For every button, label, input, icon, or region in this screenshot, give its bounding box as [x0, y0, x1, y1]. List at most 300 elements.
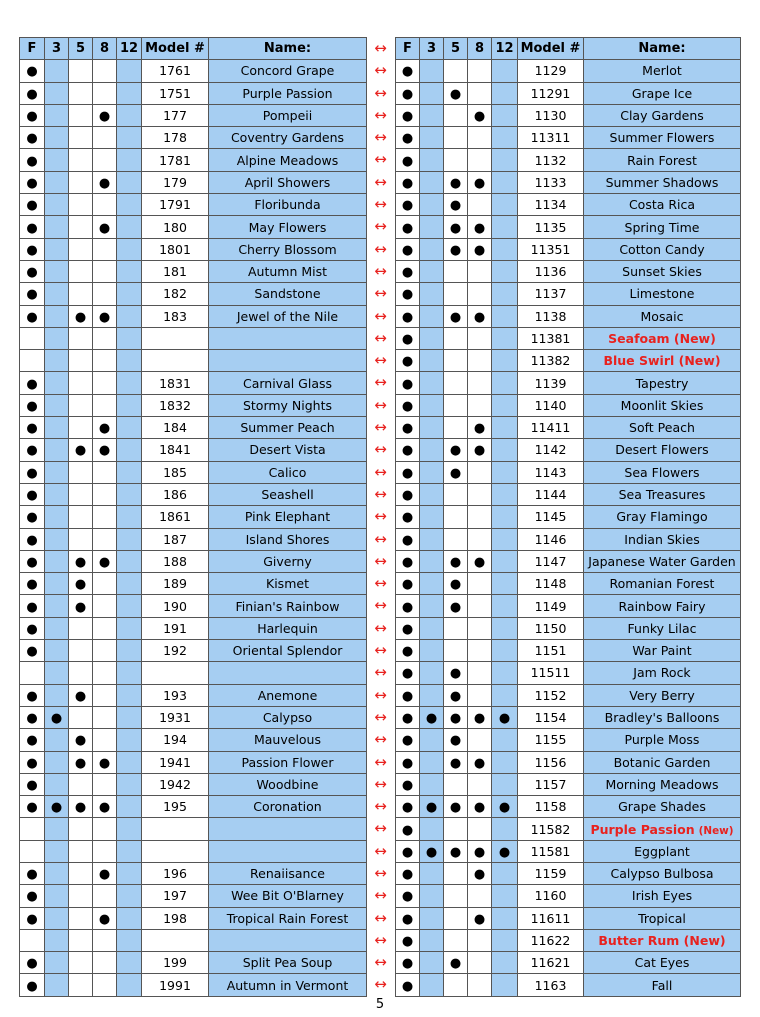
size-cell: [69, 729, 93, 751]
model-number: 1130: [518, 104, 584, 126]
size-cell: [20, 773, 45, 795]
double-arrow-icon: ↔: [374, 908, 387, 927]
size-cell: [93, 82, 117, 104]
table-row: [20, 550, 367, 572]
right-header-col-3: 3: [420, 38, 444, 60]
model-name: Morning Meadows: [584, 773, 741, 795]
table-row: [396, 260, 741, 282]
size-cell: [468, 595, 492, 617]
dot-icon: ●: [74, 554, 87, 570]
size-cell: [396, 840, 420, 862]
size-cell: [444, 840, 468, 862]
size-cell: [396, 350, 420, 372]
dot-icon: ●: [473, 175, 486, 191]
dot-icon: ●: [26, 510, 38, 526]
size-cell: [396, 171, 420, 193]
size-cell: [45, 238, 69, 260]
table-row: [20, 327, 367, 349]
double-arrow-icon: ↔: [374, 328, 387, 347]
size-cell: [444, 818, 468, 840]
size-cell: [45, 327, 69, 349]
table-row: [396, 417, 741, 439]
model-number: 1155: [518, 729, 584, 751]
size-cell: [444, 149, 468, 171]
model-name: Japanese Water Garden: [584, 550, 741, 572]
table-row: [396, 818, 741, 840]
dot-icon: ●: [449, 956, 462, 972]
table-row: [396, 952, 741, 974]
size-cell: [45, 194, 69, 216]
table-row: [20, 417, 367, 439]
model-name: April Showers: [209, 171, 367, 193]
dot-icon: ●: [401, 867, 414, 883]
size-cell: [420, 773, 444, 795]
model-number: [142, 840, 209, 862]
size-cell: [45, 617, 69, 639]
table-row: [396, 483, 741, 505]
table-row: [20, 149, 367, 171]
size-cell: [468, 506, 492, 528]
model-name: Costa Rica: [584, 194, 741, 216]
size-cell: [20, 617, 45, 639]
table-row: [396, 573, 741, 595]
model-name: Cherry Blossom: [209, 238, 367, 260]
model-name: Anemone: [209, 684, 367, 706]
dot-icon: ●: [473, 242, 486, 258]
dot-icon: ●: [401, 443, 414, 459]
double-arrow-icon: ↔: [374, 707, 387, 726]
model-name: Seashell: [209, 483, 367, 505]
model-number: [142, 818, 209, 840]
size-cell: [444, 327, 468, 349]
size-cell: [396, 573, 420, 595]
size-cell: [492, 104, 518, 126]
size-cell: [45, 283, 69, 305]
size-cell: [117, 907, 142, 929]
dot-icon: ●: [26, 889, 38, 905]
model-name: May Flowers: [209, 216, 367, 238]
size-cell: [69, 327, 93, 349]
table-row: [396, 104, 741, 126]
size-cell: [420, 840, 444, 862]
size-cell: [396, 417, 420, 439]
model-name: Limestone: [584, 283, 741, 305]
dot-icon: ●: [401, 488, 414, 504]
double-arrow-icon: ↔: [374, 128, 387, 147]
table-row: [396, 149, 741, 171]
size-cell: [492, 417, 518, 439]
table-row: [396, 550, 741, 572]
model-name: Clay Gardens: [584, 104, 741, 126]
size-cell: [396, 372, 420, 394]
model-name: Tropical Rain Forest: [209, 907, 367, 929]
dot-icon: ●: [26, 443, 38, 459]
size-cell: [468, 350, 492, 372]
dot-icon: ●: [26, 644, 38, 660]
model-name: Grape Ice: [584, 82, 741, 104]
model-number: 1145: [518, 506, 584, 528]
size-cell: [20, 82, 45, 104]
model-number: 194: [142, 729, 209, 751]
size-cell: [444, 640, 468, 662]
size-cell: [69, 640, 93, 662]
size-cell: [69, 127, 93, 149]
model-name: Tapestry: [584, 372, 741, 394]
size-cell: [420, 461, 444, 483]
double-arrow-icon: ↔: [374, 105, 387, 124]
size-cell: [396, 818, 420, 840]
size-cell: [117, 82, 142, 104]
left-header-name: Name:: [209, 38, 367, 60]
size-cell: [396, 907, 420, 929]
size-cell: [20, 818, 45, 840]
model-name: [209, 662, 367, 684]
size-cell: [45, 818, 69, 840]
dot-icon: ●: [26, 733, 38, 749]
table-row: [20, 840, 367, 862]
size-cell: [396, 194, 420, 216]
table-row: [20, 617, 367, 639]
size-cell: [93, 483, 117, 505]
dot-icon: ●: [401, 844, 414, 860]
size-cell: [444, 260, 468, 282]
double-arrow-icon: ↔: [374, 819, 387, 838]
model-number: 1831: [142, 372, 209, 394]
dot-icon: ●: [26, 421, 38, 437]
size-cell: [420, 907, 444, 929]
size-cell: [69, 528, 93, 550]
model-name: [209, 350, 367, 372]
double-arrow-icon: ↔: [374, 395, 387, 414]
model-name: Coronation: [209, 796, 367, 818]
dot-icon: ●: [26, 198, 38, 214]
size-cell: [45, 729, 69, 751]
size-cell: [20, 327, 45, 349]
dot-icon: ●: [401, 644, 414, 660]
model-name: Pink Elephant: [209, 506, 367, 528]
model-name: Jam Rock: [584, 662, 741, 684]
model-name: Tropical: [584, 907, 741, 929]
double-arrow-icon: ↔: [374, 195, 387, 214]
size-cell: [45, 394, 69, 416]
size-cell: [396, 506, 420, 528]
left-header-model: Model #: [142, 38, 209, 60]
double-arrow-icon: ↔: [374, 83, 387, 102]
double-arrow-icon: ↔: [374, 39, 387, 57]
size-cell: [20, 528, 45, 550]
size-cell: [20, 394, 45, 416]
size-cell: [420, 439, 444, 461]
dot-icon: ●: [425, 711, 438, 727]
size-cell: [420, 550, 444, 572]
model-number: 184: [142, 417, 209, 439]
model-number: 1751: [142, 82, 209, 104]
size-cell: [396, 127, 420, 149]
model-number: 11511: [518, 662, 584, 684]
model-name: Wee Bit O'Blarney: [209, 885, 367, 907]
table-row: [20, 796, 367, 818]
dot-icon: ●: [26, 956, 38, 972]
model-name: Cat Eyes: [584, 952, 741, 974]
model-number: 193: [142, 684, 209, 706]
size-cell: [117, 506, 142, 528]
size-cell: [396, 216, 420, 238]
size-cell: [396, 773, 420, 795]
size-cell: [20, 729, 45, 751]
size-cell: [93, 662, 117, 684]
model-name: War Paint: [584, 640, 741, 662]
dot-icon: ●: [26, 577, 38, 593]
size-cell: [69, 305, 93, 327]
size-cell: [93, 706, 117, 728]
model-number: 181: [142, 260, 209, 282]
size-cell: [117, 706, 142, 728]
model-number: 11382: [518, 350, 584, 372]
model-name: Passion Flower: [209, 751, 367, 773]
size-cell: [396, 595, 420, 617]
model-number: 1136: [518, 260, 584, 282]
size-cell: [396, 394, 420, 416]
new-model-name: Purple Passion: [590, 821, 695, 837]
model-number: 11351: [518, 238, 584, 260]
table-row: [20, 907, 367, 929]
left-model-table: [19, 37, 367, 997]
dot-icon: ●: [98, 443, 111, 459]
model-number: 1144: [518, 483, 584, 505]
model-name: Spring Time: [584, 216, 741, 238]
table-row: [20, 528, 367, 550]
size-cell: [45, 840, 69, 862]
dot-icon: ●: [74, 733, 87, 749]
size-cell: [93, 104, 117, 126]
size-cell: [117, 684, 142, 706]
table-row: [396, 706, 741, 728]
double-arrow-icon: ↔: [374, 351, 387, 370]
dot-icon: ●: [26, 978, 38, 994]
left-header-col-8: 8: [93, 38, 117, 60]
model-name: Very Berry: [584, 684, 741, 706]
dot-icon: ●: [449, 86, 462, 102]
size-cell: [396, 238, 420, 260]
size-cell: [468, 862, 492, 884]
dot-icon: ●: [26, 465, 38, 481]
size-cell: [420, 952, 444, 974]
model-name: Calypso: [209, 706, 367, 728]
dot-icon: ●: [26, 131, 38, 147]
dot-icon: ●: [401, 510, 414, 526]
size-cell: [492, 818, 518, 840]
dot-icon: ●: [26, 175, 38, 191]
table-row: [20, 929, 367, 951]
dot-icon: ●: [401, 153, 414, 169]
size-cell: [420, 394, 444, 416]
model-name: [584, 327, 741, 349]
size-cell: [492, 439, 518, 461]
model-name: [584, 818, 741, 840]
dot-icon: ●: [401, 800, 414, 816]
dot-icon: ●: [74, 599, 87, 615]
model-name: Calico: [209, 461, 367, 483]
size-cell: [468, 573, 492, 595]
model-name: Pompeii: [209, 104, 367, 126]
model-name: [209, 327, 367, 349]
model-number: 1761: [142, 60, 209, 82]
size-cell: [93, 974, 117, 996]
model-number: 186: [142, 483, 209, 505]
size-cell: [492, 640, 518, 662]
model-number: 178: [142, 127, 209, 149]
size-cell: [45, 706, 69, 728]
size-cell: [444, 706, 468, 728]
size-cell: [45, 528, 69, 550]
dot-icon: ●: [26, 711, 38, 727]
size-cell: [93, 729, 117, 751]
double-arrow-icon: ↔: [374, 150, 387, 169]
size-cell: [20, 952, 45, 974]
dot-icon: ●: [449, 599, 462, 615]
dot-icon: ●: [98, 554, 111, 570]
size-cell: [45, 171, 69, 193]
dot-icon: ●: [401, 666, 414, 682]
table-row: [396, 662, 741, 684]
dot-icon: ●: [74, 443, 87, 459]
size-cell: [444, 729, 468, 751]
model-name: Merlot: [584, 60, 741, 82]
model-name: Cotton Candy: [584, 238, 741, 260]
dot-icon: ●: [449, 688, 462, 704]
model-number: 1139: [518, 372, 584, 394]
dot-icon: ●: [401, 131, 414, 147]
size-cell: [444, 929, 468, 951]
size-cell: [492, 194, 518, 216]
model-name: Irish Eyes: [584, 885, 741, 907]
size-cell: [444, 528, 468, 550]
new-model-name: Butter Rum (New): [598, 933, 726, 949]
size-cell: [93, 305, 117, 327]
size-cell: [396, 439, 420, 461]
size-cell: [444, 194, 468, 216]
size-cell: [93, 617, 117, 639]
table-row: [20, 394, 367, 416]
size-cell: [444, 885, 468, 907]
size-cell: [93, 372, 117, 394]
size-cell: [396, 796, 420, 818]
model-name: Fall: [584, 974, 741, 996]
table-row: [20, 216, 367, 238]
size-cell: [93, 461, 117, 483]
table-row: [20, 60, 367, 82]
size-cell: [420, 171, 444, 193]
size-cell: [20, 417, 45, 439]
size-cell: [20, 60, 45, 82]
table-row: [396, 82, 741, 104]
model-name: Indian Skies: [584, 528, 741, 550]
size-cell: [492, 82, 518, 104]
table-row: [396, 796, 741, 818]
table-row: [20, 439, 367, 461]
size-cell: [93, 439, 117, 461]
dot-icon: ●: [401, 733, 414, 749]
dot-icon: ●: [50, 711, 63, 727]
table-row: [396, 773, 741, 795]
model-name: Summer Flowers: [584, 127, 741, 149]
size-cell: [93, 283, 117, 305]
size-cell: [117, 573, 142, 595]
size-cell: [20, 305, 45, 327]
size-cell: [492, 216, 518, 238]
model-name: [584, 929, 741, 951]
size-cell: [93, 216, 117, 238]
size-cell: [45, 506, 69, 528]
dot-icon: ●: [401, 354, 414, 370]
size-cell: [492, 171, 518, 193]
size-cell: [396, 952, 420, 974]
size-cell: [69, 194, 93, 216]
dot-icon: ●: [401, 287, 414, 303]
dot-icon: ●: [449, 175, 462, 191]
dot-icon: ●: [98, 911, 111, 927]
size-cell: [492, 862, 518, 884]
size-cell: [492, 751, 518, 773]
size-cell: [20, 640, 45, 662]
size-cell: [492, 907, 518, 929]
size-cell: [69, 885, 93, 907]
size-cell: [20, 550, 45, 572]
dot-icon: ●: [401, 577, 414, 593]
size-cell: [444, 952, 468, 974]
model-number: 1149: [518, 595, 584, 617]
size-cell: [69, 171, 93, 193]
size-cell: [45, 796, 69, 818]
size-cell: [420, 662, 444, 684]
dot-icon: ●: [473, 443, 486, 459]
dot-icon: ●: [401, 711, 414, 727]
table-row: [20, 595, 367, 617]
dot-icon: ●: [401, 109, 414, 125]
table-row: [396, 60, 741, 82]
size-cell: [93, 573, 117, 595]
model-number: 197: [142, 885, 209, 907]
model-number: 177: [142, 104, 209, 126]
dot-icon: ●: [449, 554, 462, 570]
dot-icon: ●: [449, 800, 462, 816]
model-name: Island Shores: [209, 528, 367, 550]
table-row: [20, 818, 367, 840]
size-cell: [492, 952, 518, 974]
size-cell: [492, 974, 518, 996]
size-cell: [69, 283, 93, 305]
model-name: Renaiisance: [209, 862, 367, 884]
dot-icon: ●: [449, 443, 462, 459]
model-name: Giverny: [209, 550, 367, 572]
size-cell: [45, 127, 69, 149]
size-cell: [396, 974, 420, 996]
dot-icon: ●: [98, 867, 111, 883]
dot-icon: ●: [401, 777, 414, 793]
dot-icon: ●: [449, 198, 462, 214]
dot-icon: ●: [74, 755, 87, 771]
size-cell: [45, 885, 69, 907]
double-arrow-icon: ↔: [374, 752, 387, 771]
size-cell: [45, 907, 69, 929]
size-cell: [492, 483, 518, 505]
model-name: Rainbow Fairy: [584, 595, 741, 617]
size-cell: [444, 595, 468, 617]
dot-icon: ●: [401, 621, 414, 637]
model-number: 1791: [142, 194, 209, 216]
dot-icon: ●: [26, 86, 38, 102]
dot-icon: ●: [473, 220, 486, 236]
